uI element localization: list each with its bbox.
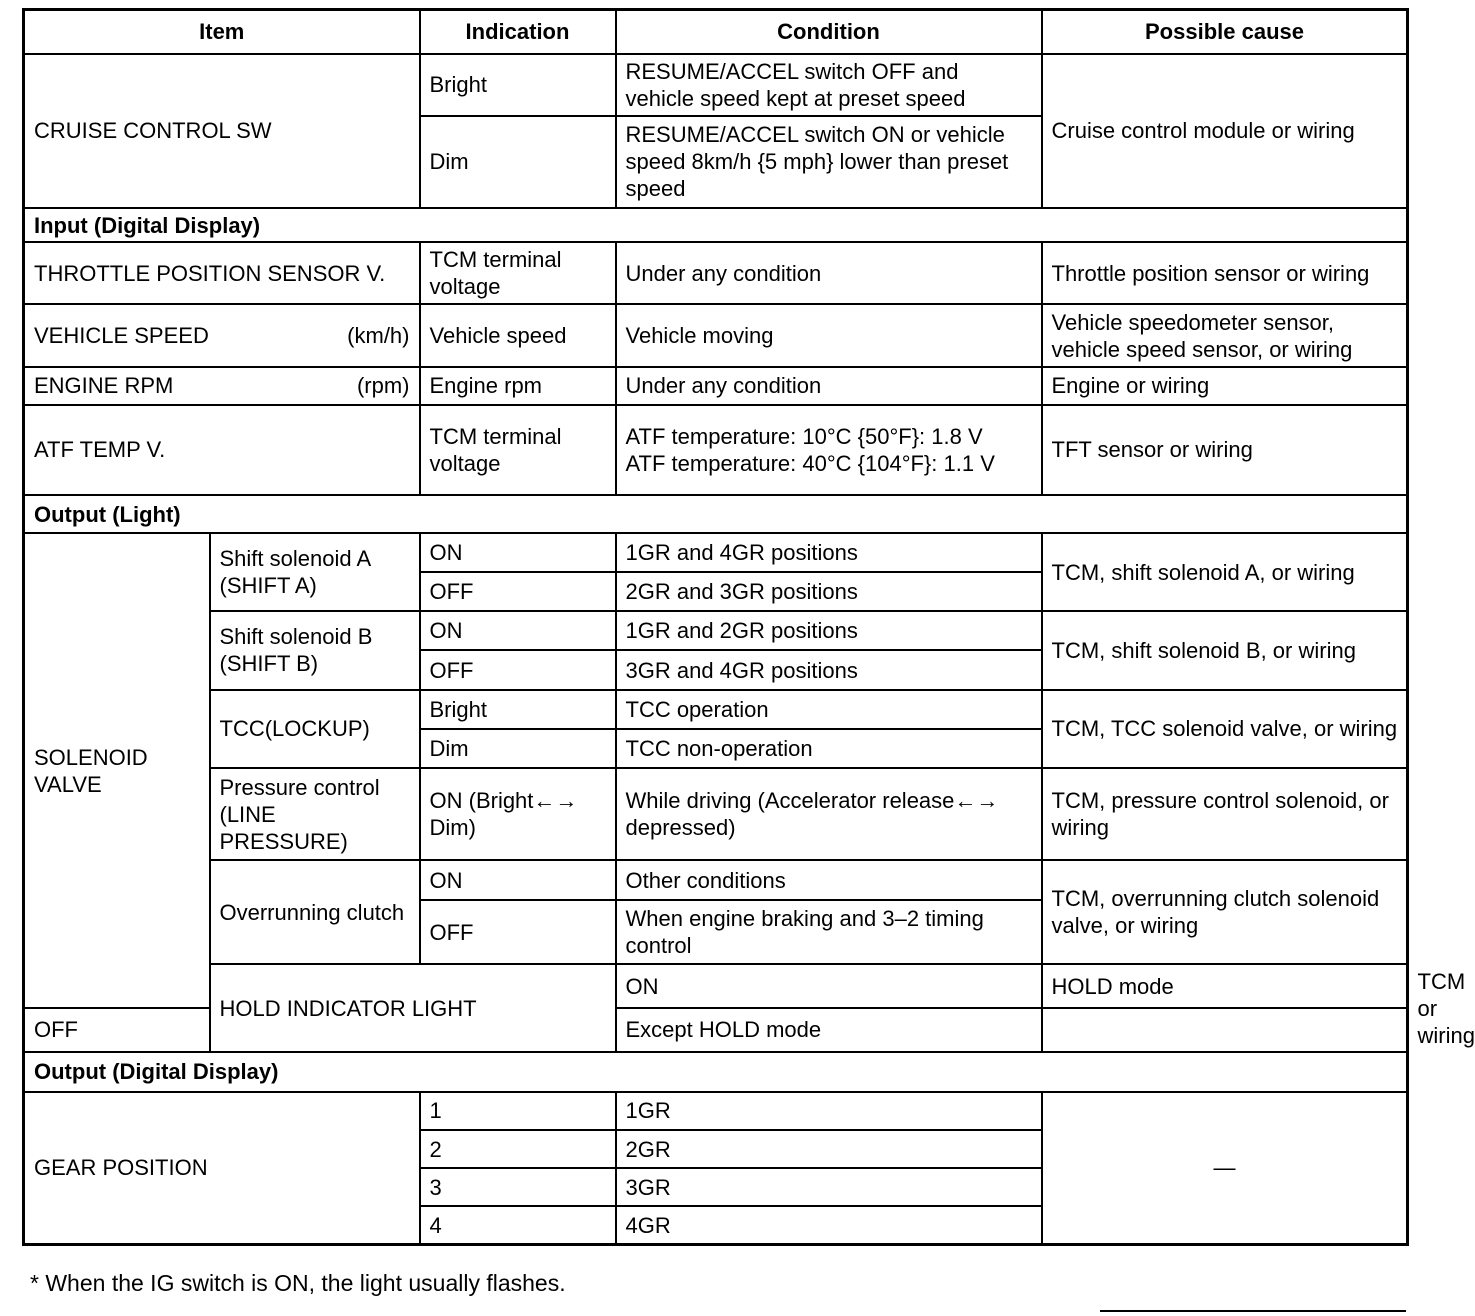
indication-cell: Dim: [420, 116, 616, 208]
condition-cell: Other conditions: [616, 860, 1042, 900]
sub-item-cell: Shift solenoid B (SHIFT B): [210, 611, 420, 689]
indication-cell: OFF: [420, 900, 616, 964]
condition-cell: TCC non-operation: [616, 729, 1042, 768]
item-cell: [24, 304, 420, 366]
indication-cell: 2: [420, 1130, 616, 1168]
condition-cell: RESUME/ACCEL switch ON or vehicle speed 8km/h {5 mph} lower than preset speed: [616, 116, 1042, 208]
section-heading: Output (Digital Display): [24, 1052, 1408, 1092]
condition-cell: [616, 405, 1042, 495]
section-row: [24, 495, 1408, 533]
cause-cell: Throttle position sensor or wiring: [1042, 242, 1408, 304]
condition-cell: 1GR and 2GR positions: [616, 611, 1042, 650]
condition-line: ATF temperature: 10°C {50°F}: 1.8 V: [625, 423, 983, 449]
cause-cell: —: [1042, 1092, 1408, 1245]
table-row: [24, 304, 1408, 366]
section-heading: Input (Digital Display): [24, 208, 1408, 242]
condition-cell: 1GR and 4GR positions: [616, 533, 1042, 572]
item-cell: ATF TEMP V.: [24, 405, 420, 495]
condition-cell: 1GR: [616, 1092, 1042, 1130]
condition-line: ATF temperature: 40°C {104°F}: 1.1 V: [625, 450, 995, 476]
divider: [1100, 1310, 1406, 1312]
table-row: [24, 405, 1408, 495]
indication-cell: TCM terminal voltage: [420, 242, 616, 304]
footnote: * When the IG switch is ON, the light usually flashes.: [30, 1270, 566, 1296]
header-indication: Indication: [420, 10, 616, 54]
section-row: [24, 208, 1408, 242]
condition-cell: Under any condition: [616, 367, 1042, 405]
section-heading: Output (Light): [24, 495, 1408, 533]
indication-cell: 3: [420, 1168, 616, 1206]
unit-label: (km/h): [347, 323, 410, 349]
condition-cell: 2GR and 3GR positions: [616, 572, 1042, 611]
item-label: ENGINE RPM: [34, 373, 174, 399]
diagnostic-table: [22, 8, 1475, 1246]
cause-cell: Engine or wiring: [1042, 367, 1408, 405]
indication-cell: 1: [420, 1092, 616, 1130]
condition-cell: 3GR and 4GR positions: [616, 650, 1042, 689]
table-row: [24, 690, 1408, 729]
indication-cell: ON: [616, 964, 1042, 1008]
sub-item-cell: TCC(LOCKUP): [210, 690, 420, 768]
header-item: Item: [24, 10, 420, 54]
condition-cell: Vehicle moving: [616, 304, 1042, 366]
header-row: [24, 10, 1408, 54]
cause-cell: Vehicle speedometer sensor, vehicle speed sensor, or wiring: [1042, 304, 1408, 366]
item-cell: HOLD INDICATOR LIGHT: [210, 964, 616, 1051]
indication-cell: Bright: [420, 690, 616, 729]
table-row: [24, 242, 1408, 304]
indication-cell: ON: [420, 860, 616, 900]
indication-cell: Engine rpm: [420, 367, 616, 405]
sub-item-cell: Overrunning clutch: [210, 860, 420, 964]
condition-cell: Except HOLD mode: [616, 1008, 1042, 1052]
cause-cell: TCM, TCC solenoid valve, or wiring: [1042, 690, 1408, 768]
indication-cell: OFF: [420, 650, 616, 689]
table-row: [24, 1092, 1408, 1130]
condition-cell: When engine braking and 3–2 timing control: [616, 900, 1042, 964]
sub-item-cell: Pressure control (LINE PRESSURE): [210, 768, 420, 860]
sub-item-cell: Shift solenoid A (SHIFT A): [210, 533, 420, 611]
table-row: [24, 611, 1408, 650]
condition-cell: TCC operation: [616, 690, 1042, 729]
unit-label: (rpm): [356, 373, 410, 399]
indication-cell: ON (Bright←→ Dim): [420, 768, 616, 860]
cause-cell: TCM, shift solenoid A, or wiring: [1042, 533, 1408, 611]
condition-cell: 2GR: [616, 1130, 1042, 1168]
cause-cell: TCM, overrunning clutch solenoid valve, or wiring: [1042, 860, 1408, 964]
condition-cell: Under any condition: [616, 242, 1042, 304]
item-cell: [24, 367, 420, 405]
section-row: [24, 1052, 1408, 1092]
cause-cell: TCM, shift solenoid B, or wiring: [1042, 611, 1408, 689]
indication-cell: Bright: [420, 54, 616, 116]
group-item-cell: SOLENOID VALVE: [24, 533, 210, 1008]
condition-cell: RESUME/ACCEL switch OFF and vehicle speed kept at preset speed: [616, 54, 1042, 116]
indication-cell: 4: [420, 1206, 616, 1244]
table-row: [24, 54, 1408, 116]
header-possible-cause: Possible cause: [1042, 10, 1408, 54]
cause-cell: Cruise control module or wiring: [1042, 54, 1408, 208]
header-condition: Condition: [616, 10, 1042, 54]
cause-cell: TFT sensor or wiring: [1042, 405, 1408, 495]
cause-cell: TCM, pressure control solenoid, or wiring: [1042, 768, 1408, 860]
table-row: [24, 768, 1408, 860]
indication-cell: Vehicle speed: [420, 304, 616, 366]
item-cell: GEAR POSITION: [24, 1092, 420, 1245]
indication-cell: OFF: [24, 1008, 210, 1052]
condition-cell: 4GR: [616, 1206, 1042, 1244]
condition-cell: HOLD mode: [1042, 964, 1408, 1008]
table-row: [24, 860, 1408, 900]
table-row: HOLD INDICATOR LIGHT ON HOLD mode TCM or wiring: [24, 964, 1408, 1008]
indication-cell: TCM terminal voltage: [420, 405, 616, 495]
table-row: [24, 367, 1408, 405]
item-cell: THROTTLE POSITION SENSOR V.: [24, 242, 420, 304]
indication-cell: ON: [420, 611, 616, 650]
indication-cell: OFF: [420, 572, 616, 611]
indication-cell: Dim: [420, 729, 616, 768]
table-row: [24, 533, 1408, 572]
condition-cell: While driving (Accelerator release←→ depressed): [616, 768, 1042, 860]
item-cell: CRUISE CONTROL SW: [24, 54, 420, 208]
condition-cell: 3GR: [616, 1168, 1042, 1206]
item-label: VEHICLE SPEED: [34, 323, 209, 349]
indication-cell: ON: [420, 533, 616, 572]
